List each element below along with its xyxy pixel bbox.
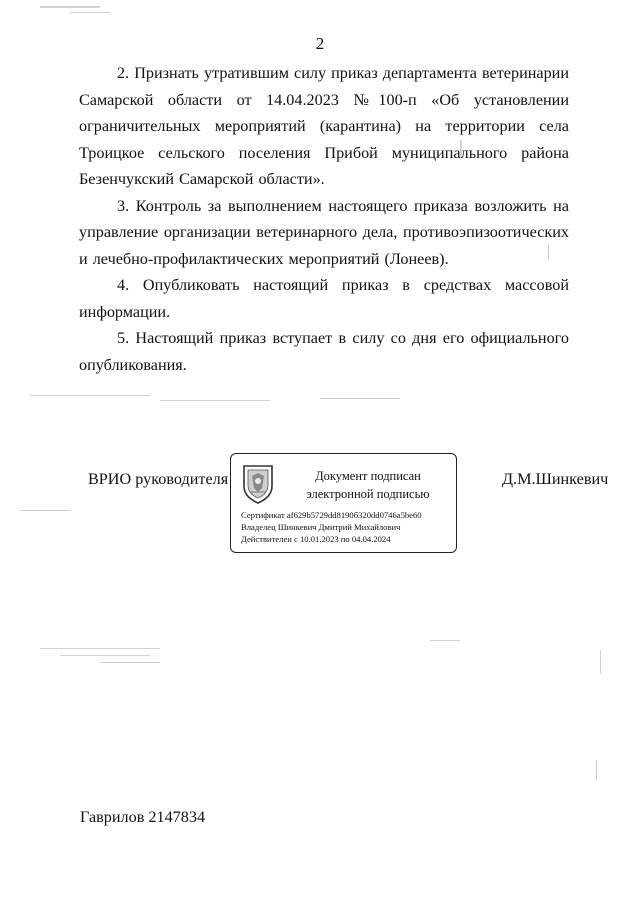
stamp-details	[241, 509, 451, 545]
paragraph-2: 2. Признать утратившим силу приказ департамента ветеринарии Самарской области от 14.04.2023 №100-п «Об установлении ограничительных мероприятий (карантина) на территории села Троицкое сельского поселения Прибой муниципального района Безенчукский Самарской области».	[79, 64, 569, 188]
paragraph-4: 4. Опубликовать настоящий приказ в средствах массовой информации.	[79, 276, 569, 321]
document-body	[79, 60, 569, 378]
stamp-title-line-2: электронной подписью	[306, 487, 430, 501]
stamp-title	[283, 467, 453, 503]
stamp-owner: Владелец Шинкевич Дмитрий Михайлович	[241, 522, 401, 532]
coat-of-arms-icon	[241, 464, 275, 504]
signer-name: Д.М.Шинкевич	[502, 470, 609, 488]
stamp-title-line-1: Документ подписан	[315, 469, 421, 483]
stamp-certificate: Сертификат af629b5729dd8190б320dd0746a5be60	[241, 510, 422, 520]
electronic-signature-stamp	[230, 453, 457, 553]
paragraph-5: 5. Настоящий приказ вступает в силу со дня его официального опубликования.	[79, 329, 569, 374]
stamp-validity: Действителен с 10.01.2023 по 04.04.2024	[241, 534, 391, 544]
page-number: 2	[315, 34, 325, 53]
executor-info: Гаврилов 2147834	[80, 808, 206, 826]
paragraph-3: 3. Контроль за выполнением настоящего приказа возложить на управление организации ветеринарного дела, противоэпизоотических и лечебно-профилактических мероприятий (Лонеев).	[79, 196, 569, 268]
signer-position: ВРИО руководителя	[88, 470, 229, 488]
